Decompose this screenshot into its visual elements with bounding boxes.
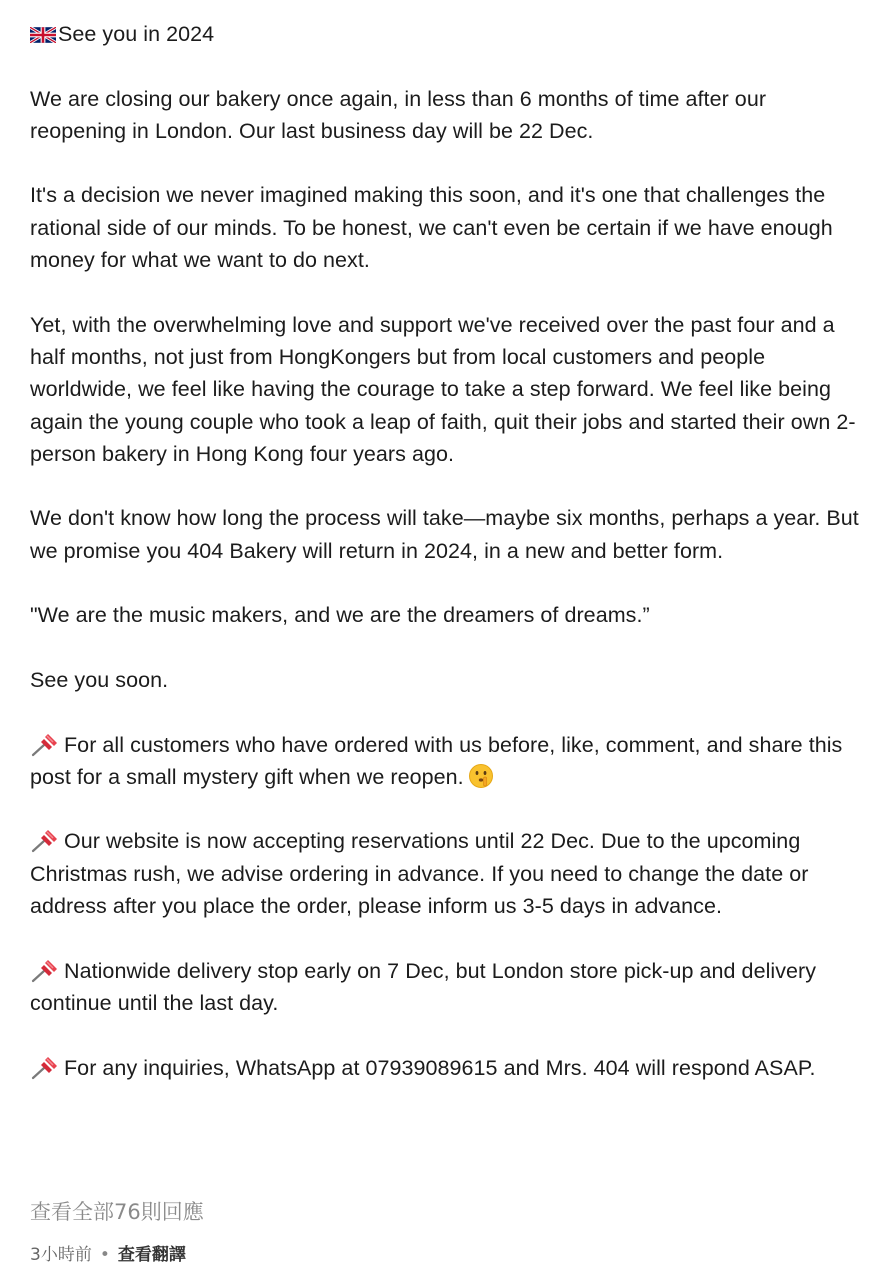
pinned-note-text: For any inquiries, WhatsApp at 07939089615 and Mrs. 404 will respond ASAP.	[64, 1055, 816, 1080]
pinned-note	[30, 729, 860, 794]
paragraph: See you soon.	[30, 667, 169, 692]
quote-paragraph: "We are the music makers, and we are the dreamers of dreams.”	[30, 603, 650, 628]
paragraph: We don't know how long the process will take—maybe six months, perhaps a year. But we promise you 404 Bakery will return in 2024, in a new and better form.	[30, 506, 859, 563]
uk-flag-icon	[30, 20, 56, 36]
view-all-replies-link[interactable]: 查看全部76則回應	[30, 1200, 204, 1224]
pushpin-icon	[30, 957, 60, 983]
paragraph: We are closing our bakery once again, in less than 6 months of time after our reopening in London. Our last business day will be 22 Dec.	[30, 86, 767, 143]
pinned-note-text: For all customers who have ordered with us before, like, comment, and share this post for a small mystery gift when we reopen.	[30, 732, 843, 789]
pushpin-icon	[30, 827, 60, 853]
pinned-note-text: Our website is now accepting reservations until 22 Dec. Due to the upcoming Christmas rush, we advise ordering in advance. If you need to change the date or address after you place the order, please inform us 3-5 days in advance.	[30, 829, 809, 919]
shushing-face-icon	[468, 763, 494, 789]
pinned-note-text: Nationwide delivery stop early on 7 Dec, but London store pick-up and delivery continue until the last day.	[30, 958, 817, 1015]
paragraph: Yet, with the overwhelming love and support we've received over the past four and a half months, not just from HongKongers but from local customers and people worldwide, we feel like having the courage to take a step forward. We feel like being again the young couple who took a leap of faith, quit their jobs and started their own 2-person bakery in Hong Kong four years ago.	[30, 312, 856, 466]
post-headline	[30, 18, 860, 50]
paragraph: It's a decision we never imagined making this soon, and it's one that challenges the rational side of our minds. To be honest, we can't even be certain if we have enough money for what we want to do next.	[30, 183, 833, 273]
pushpin-icon	[30, 1054, 60, 1080]
see-translation-link[interactable]: 查看翻譯	[117, 1245, 186, 1265]
pinned-note	[30, 955, 860, 1020]
post-meta	[30, 1240, 186, 1265]
separator-dot: •	[99, 1245, 110, 1265]
pushpin-icon	[30, 731, 60, 757]
post-body	[30, 18, 860, 1116]
pinned-note	[30, 1052, 860, 1084]
headline-text: See you in 2024	[58, 22, 215, 46]
timestamp: 3小時前	[30, 1245, 92, 1265]
pinned-note	[30, 825, 860, 922]
